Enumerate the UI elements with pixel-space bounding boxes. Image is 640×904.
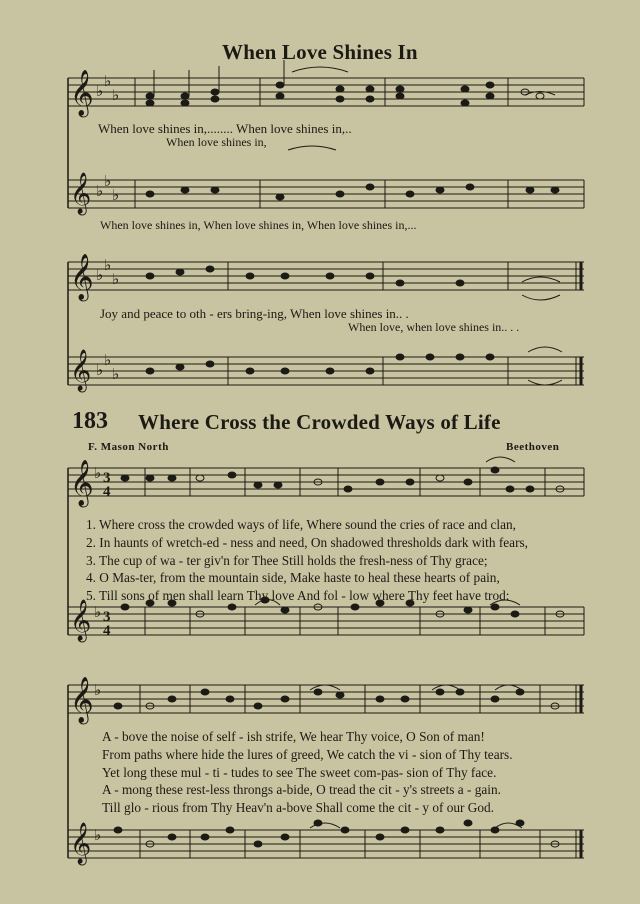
author: F. Mason North xyxy=(88,441,169,453)
composer: Beethoven xyxy=(506,441,560,453)
treble-clef-icon: 𝄞 xyxy=(70,350,92,391)
svg-text:♭: ♭ xyxy=(96,266,104,284)
verse-line: A - bove the noise of self - ish strife, We hear Thy voice, O Son of man! xyxy=(102,729,485,744)
verse-line: A - mong these rest-less throngs a-bide, O tread the cit - y's streets a - gain. xyxy=(102,782,501,798)
verse-line: 3. The cup of wa - ter giv'n for Thee Still holds the fresh-ness of Thy grace; xyxy=(86,552,488,568)
treble-clef-icon: 𝄞 xyxy=(70,173,92,214)
verse-line: From paths where hide the lures of greed, We catch the vi - sion of Thy tears. xyxy=(102,746,513,762)
svg-text:♭: ♭ xyxy=(104,351,112,369)
svg-text:♭: ♭ xyxy=(112,365,120,383)
treble-clef-icon: 𝄞 xyxy=(70,70,94,116)
svg-text:♭: ♭ xyxy=(104,256,112,274)
time-sig-bottom: 4 xyxy=(103,484,111,500)
treble-clef-icon: 𝄞 xyxy=(70,677,94,723)
svg-text:♭: ♭ xyxy=(112,86,120,104)
lyric-line: Joy and peace to oth - ers bring-ing, When love shines in.. . xyxy=(100,306,409,321)
lyric-line: When love, when love shines in.. . . xyxy=(348,320,520,334)
svg-text:♭: ♭ xyxy=(104,172,112,190)
svg-text:3: 3 xyxy=(103,609,111,625)
hymn-title: Where Cross the Crowded Ways of Life xyxy=(138,410,501,434)
verse-line: 2. In haunts of wretch-ed - ness and need, On shadowed thresholds dark with fears, xyxy=(86,534,528,550)
svg-text:♭: ♭ xyxy=(112,270,120,288)
treble-clef-icon: 𝄞 xyxy=(70,254,94,300)
verse-line: Yet long these mul - ti - tudes to see The sweet com-pas- sion of Thy face. xyxy=(102,764,497,780)
svg-text:♭: ♭ xyxy=(104,72,112,90)
svg-text:4: 4 xyxy=(103,623,111,639)
svg-text:♭: ♭ xyxy=(112,186,120,204)
hymn-title: When Love Shines In xyxy=(222,40,418,64)
hymn-number: 183 xyxy=(72,408,108,434)
svg-text:♭: ♭ xyxy=(96,182,104,200)
verse-line: 5. Till sons of men shall learn Thy love And fol - low where Thy feet have trod: xyxy=(86,588,510,604)
svg-text:♭: ♭ xyxy=(94,464,102,482)
lyric-line: When love shines in,........ When love shines in,.. xyxy=(98,121,352,136)
svg-text:♭: ♭ xyxy=(94,681,102,699)
treble-clef-icon: 𝄞 xyxy=(70,823,92,864)
verse-line: Till glo - rious from Thy Heav'n a-bove Shall come the cit - y of our God. xyxy=(102,800,495,816)
time-sig-top: 3 xyxy=(103,470,111,486)
verse-line: 4. O Mas-ter, from the mountain side, Make haste to heal these hearts of pain, xyxy=(86,570,500,586)
svg-text:♭: ♭ xyxy=(94,826,102,844)
treble-clef-icon: 𝄞 xyxy=(70,460,94,506)
lyric-line: When love shines in, xyxy=(166,135,267,149)
treble-clef-icon: 𝄞 xyxy=(70,600,92,641)
verse-line: 1. Where cross the crowded ways of life, Where sound the cries of race and clan, xyxy=(86,517,517,532)
svg-text:♭: ♭ xyxy=(96,361,104,379)
svg-text:♭: ♭ xyxy=(96,82,104,100)
lyric-line: When love shines in, When love shines in, When love shines in,... xyxy=(100,218,417,232)
verses-part-2 xyxy=(102,728,513,817)
verses-part-1 xyxy=(86,516,528,605)
svg-text:♭: ♭ xyxy=(94,603,102,621)
